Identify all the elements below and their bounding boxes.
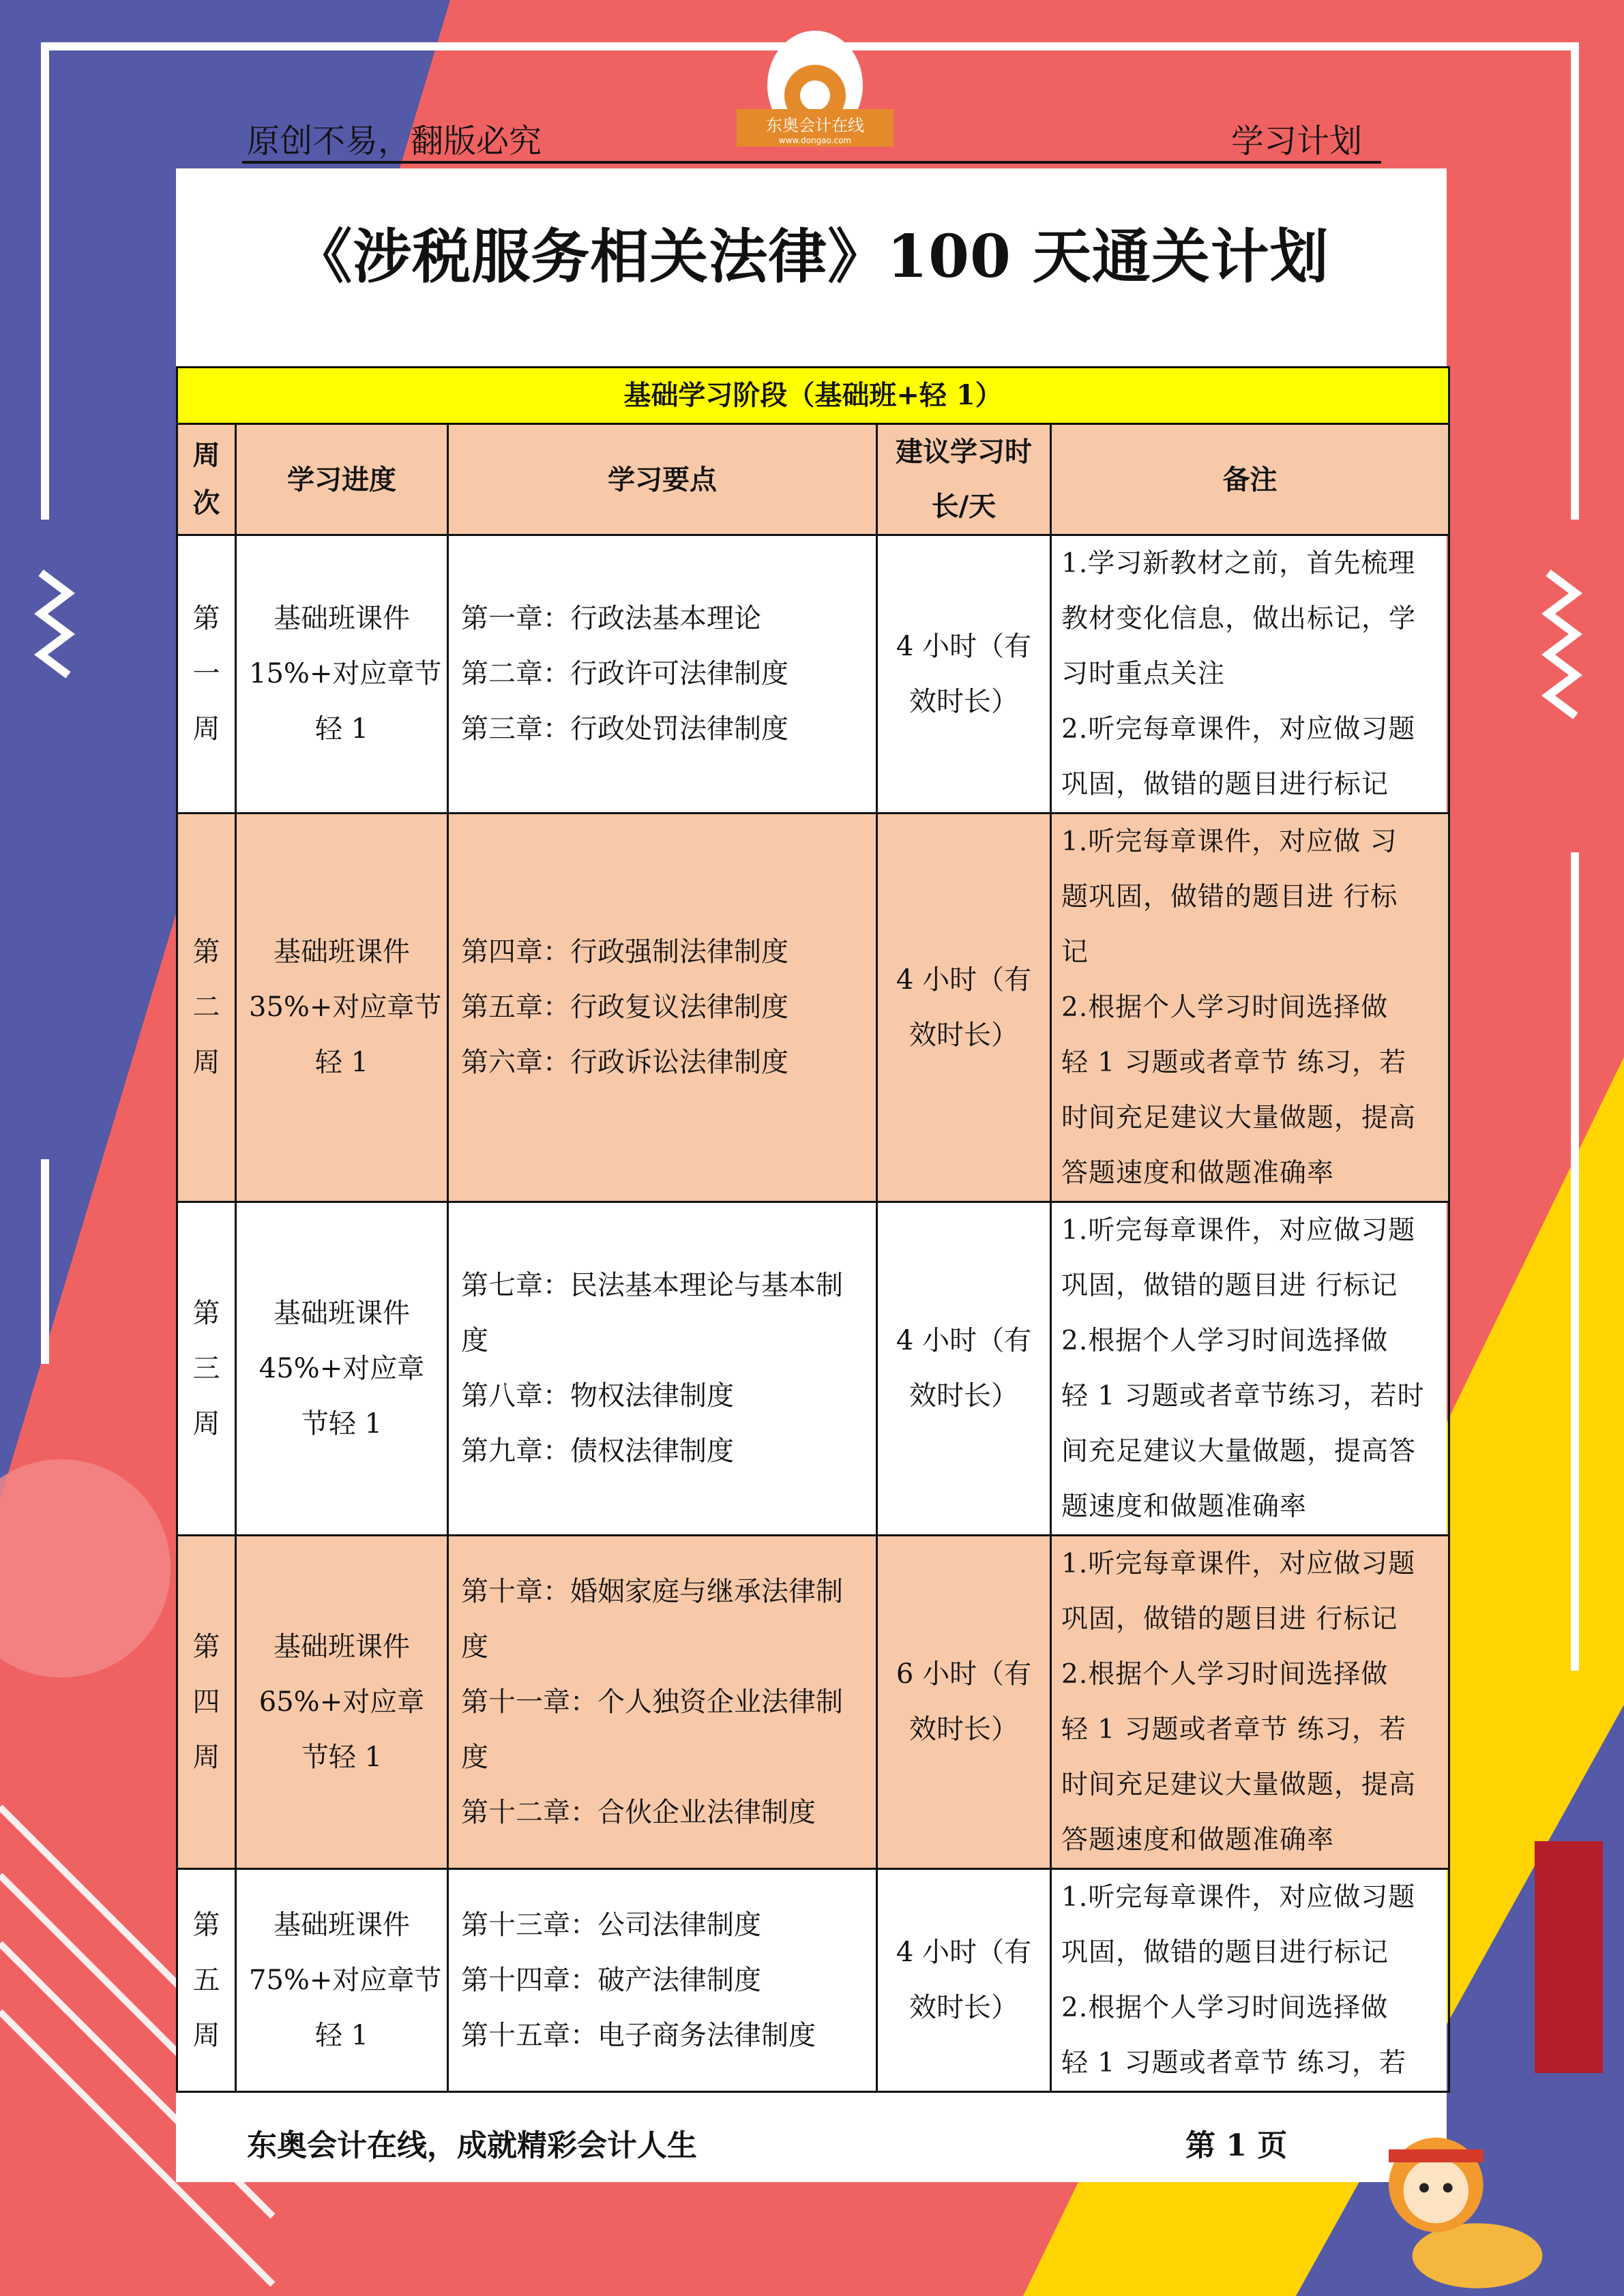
hours-cell — [877, 814, 1051, 1202]
study-plan-table — [176, 366, 1450, 2093]
svg-text:www.dongao.com: www.dongao.com — [778, 136, 852, 145]
remarks-cell-line: 习时重点关注 — [1061, 659, 1226, 689]
week-cell-line: 第 — [192, 1297, 220, 1329]
points-cell-line: 第六章：行政诉讼法律制度 — [461, 1047, 788, 1078]
progress-cell-line: 75%+对应章节 — [249, 1964, 442, 1996]
hours-cell-line: 效时长） — [909, 1019, 1018, 1051]
week-cell-line: 周 — [192, 1741, 220, 1773]
copyright-notice: 原创不易，翻版必究 — [247, 122, 542, 160]
remarks-cell-line: 轻 1 习题或者章节 练习，若 — [1061, 2048, 1407, 2078]
table-row — [177, 1202, 1449, 1536]
progress-cell — [236, 535, 448, 814]
remarks-cell-line: 1.学习新教材之前，首先梳理 — [1061, 548, 1416, 579]
remarks-cell-line: 巩固，做错的题目进行标记 — [1061, 1937, 1389, 1968]
progress-cell-line: 35%+对应章节 — [249, 992, 442, 1023]
progress-cell-line: 45%+对应章 — [259, 1352, 425, 1384]
remarks-cell-line: 1.听完每章课件，对应做 习 — [1061, 826, 1398, 857]
hours-cell-line: 效时长） — [909, 685, 1018, 717]
points-cell-line: 第八章：物权法律制度 — [461, 1380, 734, 1412]
hours-cell-line: 4 小时（有 — [896, 964, 1032, 996]
hours-cell-line: 效时长） — [909, 1714, 1018, 1745]
hours-cell-line: 效时长） — [909, 1380, 1018, 1412]
week-cell-line: 五 — [192, 1964, 220, 1996]
table-row — [177, 535, 1449, 814]
col-hours: 建议学习时长/天 — [877, 424, 1051, 535]
remarks-cell-line: 1.听完每章课件，对应做习题 — [1061, 1215, 1416, 1246]
points-cell-line: 第十章：婚姻家庭与继承法律制 — [461, 1575, 843, 1607]
hours-cell-line: 4 小时（有 — [896, 1937, 1032, 1968]
progress-cell — [236, 1536, 448, 1869]
remarks-cell-line: 答题速度和做题准确率 — [1061, 1825, 1335, 1855]
remarks-cell-line: 轻 1 习题或者章节练习，若时 — [1061, 1381, 1425, 1412]
progress-cell-line: 基础班课件 — [274, 936, 410, 968]
remarks-cell-line: 巩固，做错的题目进 行标记 — [1061, 1270, 1398, 1301]
stage-header: 基础学习阶段（基础班+轻 1） — [177, 368, 1449, 424]
remarks-cell — [1051, 1869, 1449, 2092]
remarks-cell-line: 时间充足建议大量做题，提高 — [1061, 1770, 1417, 1800]
hours-cell — [877, 535, 1051, 814]
points-cell-line: 第九章：债权法律制度 — [461, 1435, 734, 1467]
hours-cell-line: 4 小时（有 — [896, 1325, 1032, 1356]
remarks-cell-line: 巩固，做错的题目进行标记 — [1061, 769, 1389, 800]
week-cell-line: 一 — [192, 658, 220, 689]
progress-cell — [236, 1202, 448, 1536]
points-cell-line: 第二章：行政许可法律制度 — [461, 658, 788, 689]
week-cell — [177, 814, 236, 1202]
remarks-cell-line: 2.根据个人学习时间选择做 — [1061, 992, 1389, 1023]
col-points: 学习要点 — [448, 424, 877, 535]
progress-cell-line: 65%+对应章 — [259, 1686, 425, 1718]
remarks-cell — [1051, 535, 1449, 814]
week-cell-line: 第 — [192, 1630, 220, 1663]
points-cell-line: 第十二章：合伙企业法律制度 — [461, 1796, 816, 1828]
points-cell-line: 第三章：行政处罚法律制度 — [461, 713, 788, 745]
hours-cell-line: 效时长） — [909, 1992, 1018, 2023]
remarks-cell — [1051, 1536, 1449, 1869]
points-cell — [448, 1202, 877, 1536]
remarks-cell-line: 1.听完每章课件，对应做习题 — [1061, 1549, 1416, 1579]
dongao-logo — [723, 27, 907, 157]
points-cell-line: 第一章：行政法基本理论 — [461, 603, 761, 634]
table-row — [177, 1869, 1449, 2092]
week-cell — [177, 1202, 236, 1536]
hours-cell-line: 6 小时（有 — [896, 1658, 1032, 1690]
page-number: 第 1 页 — [1185, 2128, 1288, 2163]
points-cell-line: 度 — [461, 1630, 488, 1663]
remarks-cell-line: 1.听完每章课件，对应做习题 — [1061, 1882, 1416, 1913]
remarks-cell-line: 2.根据个人学习时间选择做 — [1061, 1993, 1389, 2023]
week-cell-line: 第 — [192, 603, 220, 634]
points-cell-line: 第十三章：公司法律制度 — [461, 1909, 761, 1941]
remarks-cell-line: 题巩固，做错的题目进 行标 — [1061, 882, 1398, 912]
hours-cell — [877, 1869, 1051, 2092]
progress-cell-line: 轻 1 — [314, 1047, 369, 1078]
mascot-illustration — [1371, 2114, 1548, 2291]
points-cell — [448, 535, 877, 814]
column-header-row — [177, 424, 1449, 535]
remarks-cell-line: 题速度和做题准确率 — [1061, 1491, 1308, 1522]
table-row — [177, 814, 1449, 1202]
progress-cell-line: 基础班课件 — [274, 1909, 410, 1941]
remarks-cell-line: 巩固，做错的题目进 行标记 — [1061, 1604, 1398, 1635]
remarks-cell — [1051, 814, 1449, 1202]
points-cell-line: 第四章：行政强制法律制度 — [461, 936, 788, 968]
table-row — [177, 1536, 1449, 1869]
week-cell-line: 二 — [192, 992, 220, 1023]
points-cell-line: 第十一章：个人独资企业法律制 — [461, 1686, 843, 1718]
page-title: 《涉税服务相关法律》100 天通关计划 — [293, 222, 1329, 291]
remarks-cell-line: 间充足建议大量做题，提高答 — [1061, 1436, 1417, 1467]
hours-cell-line: 4 小时（有 — [896, 630, 1032, 662]
remarks-cell-line: 轻 1 习题或者章节 练习，若 — [1061, 1714, 1407, 1745]
svg-text:东奥会计在线: 东奥会计在线 — [766, 116, 864, 135]
header-divider — [242, 161, 1381, 164]
progress-cell — [236, 1869, 448, 2092]
progress-cell-line: 轻 1 — [314, 713, 369, 745]
week-cell-line: 周 — [192, 1407, 220, 1440]
points-cell-line: 第十五章：电子商务法律制度 — [461, 2019, 816, 2051]
week-cell — [177, 1869, 236, 2092]
col-remarks: 备注 — [1051, 424, 1449, 535]
remarks-cell — [1051, 1202, 1449, 1536]
remarks-cell-line: 2.听完每章课件，对应做习题 — [1061, 714, 1416, 745]
week-cell-line: 周 — [192, 713, 220, 745]
progress-cell-line: 基础班课件 — [274, 603, 410, 634]
week-cell — [177, 1536, 236, 1869]
week-cell-line: 四 — [192, 1686, 220, 1718]
points-cell-line: 第七章：民法基本理论与基本制 — [461, 1270, 843, 1301]
points-cell-line: 度 — [461, 1741, 488, 1773]
week-cell — [177, 535, 236, 814]
remarks-cell-line: 时间充足建议大量做题，提高 — [1061, 1103, 1417, 1133]
header-category: 学习计划 — [1231, 122, 1363, 160]
remarks-cell-line: 教材变化信息，做出标记，学 — [1061, 603, 1417, 634]
progress-cell-line: 节轻 1 — [301, 1741, 383, 1773]
points-cell-line: 度 — [461, 1325, 488, 1356]
col-week: 周次 — [177, 424, 236, 535]
week-cell-line: 第 — [192, 1909, 220, 1941]
progress-cell — [236, 814, 448, 1202]
progress-cell-line: 15%+对应章节 — [249, 658, 442, 689]
remarks-cell-line: 答题速度和做题准确率 — [1061, 1158, 1335, 1189]
remarks-cell-line: 记 — [1061, 937, 1089, 968]
points-cell-line: 第五章：行政复议法律制度 — [461, 992, 788, 1023]
week-cell-line: 第 — [192, 936, 220, 968]
remarks-cell-line: 2.根据个人学习时间选择做 — [1061, 1326, 1389, 1356]
progress-cell-line: 基础班课件 — [274, 1630, 410, 1663]
remarks-cell-line: 轻 1 习题或者章节 练习，若 — [1061, 1047, 1407, 1078]
points-cell — [448, 1536, 877, 1869]
points-cell-line: 第十四章：破产法律制度 — [461, 1964, 761, 1996]
week-cell-line: 周 — [192, 2019, 220, 2051]
progress-cell-line: 基础班课件 — [274, 1297, 410, 1329]
col-progress: 学习进度 — [236, 424, 448, 535]
progress-cell-line: 轻 1 — [314, 2019, 369, 2051]
points-cell — [448, 814, 877, 1202]
progress-cell-line: 节轻 1 — [301, 1407, 383, 1440]
hours-cell — [877, 1536, 1051, 1869]
week-cell-line: 三 — [192, 1352, 220, 1384]
remarks-cell-line: 2.根据个人学习时间选择做 — [1061, 1659, 1389, 1690]
footer-slogan: 东奥会计在线，成就精彩会计人生 — [247, 2128, 697, 2163]
week-cell-line: 周 — [192, 1047, 220, 1078]
points-cell — [448, 1869, 877, 2092]
hours-cell — [877, 1202, 1051, 1536]
